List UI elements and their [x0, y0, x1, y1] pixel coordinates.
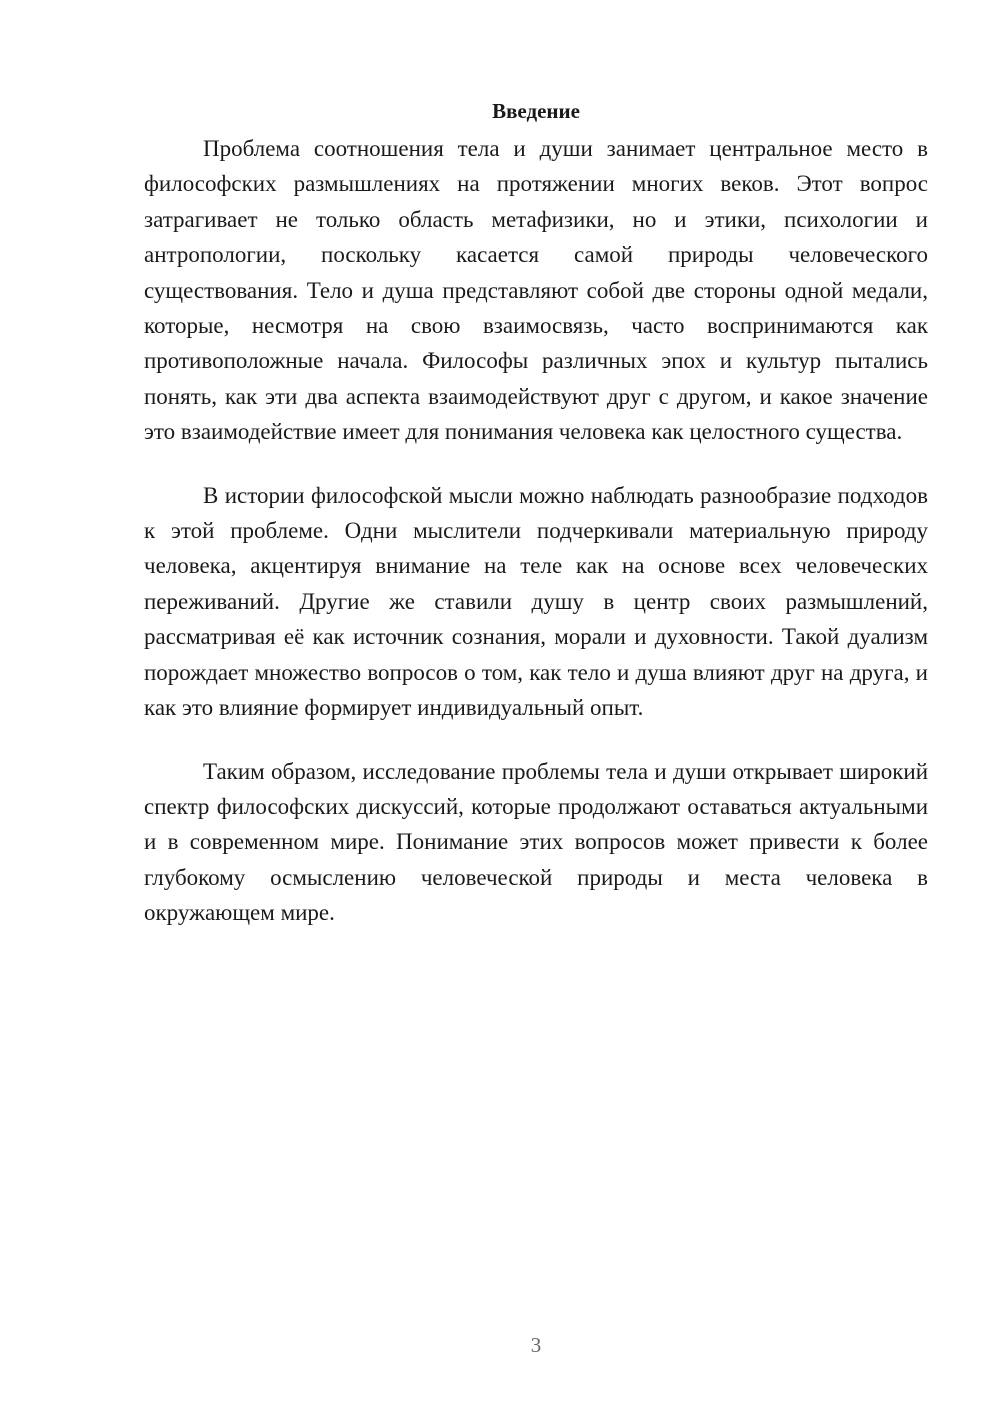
section-title: Введение: [492, 99, 580, 123]
page-number: 3: [530, 1333, 542, 1357]
paragraph-2: В истории философской мысли можно наблюдать разнообразие подходов к этой проблеме. Одни мыслители подчеркивали материальную природу человека, акцентируя внимание на теле как на основе всех человеческих переживаний. Другие же ставили душу в центр своих размышлений, рассматривая её как источник сознания, морали и духовности. Такой дуализм порождает множество вопросов о том, как тело и душа влияют друг на друга, и как это влияние формирует индивидуальный опыт.: [144, 482, 928, 721]
page-content: [144, 95, 928, 931]
paragraph-3: Таким образом, исследование проблемы тела и души открывает широкий спектр философских дискуссий, которые продолжают оставаться актуальными и в современном мире. Понимание этих вопросов может привести к более глубокому осмыслению человеческой природы и места человека в окружающем мире.: [144, 758, 928, 926]
paragraph-1: Проблема соотношения тела и души занимает центральное место в философских размышлениях на протяжении многих веков. Этот вопрос затрагивает не только область метафизики, но и этики, психологии и антропологии, поскольку касается самой природы человеческого существования. Тело и душа представляют собой две стороны одной медали, которые, несмотря на свою взаимосвязь, часто воспринимаются как противоположные начала. Философы различных эпох и культур пытались понять, как эти два аспекта взаимодействуют друг с другом, и какое значение это взаимодействие имеет для понимания человека как целостного существа.: [144, 136, 928, 445]
